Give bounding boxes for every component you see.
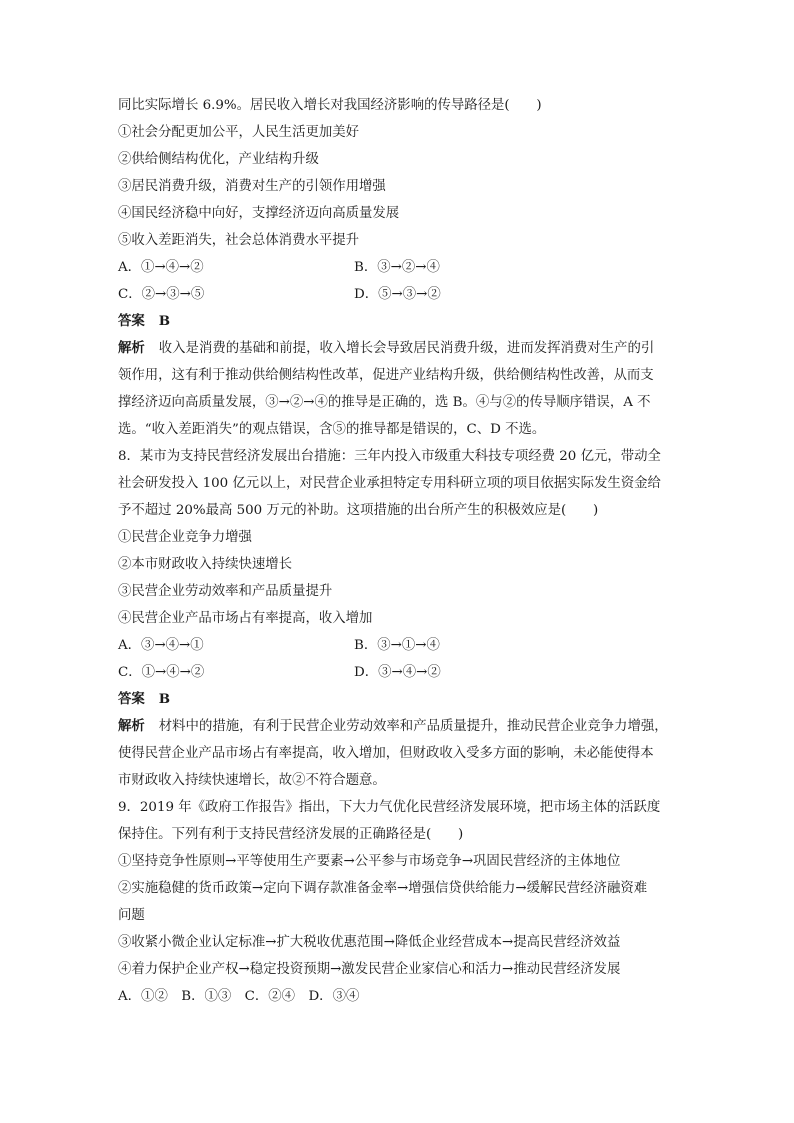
analysis-text: 收入是消费的基础和前提，收入增长会导致居民消费升级，进而发挥消费对生产的引 [158,341,655,356]
analysis-text: 材料中的措施，有利于民营企业劳动效率和产品质量提升，推动民营企业竞争力增强， [158,719,668,734]
q7-options-row-2 [118,281,658,308]
q9-item-4: ④着力保护企业产权→稳定投资预期→激发民营企业家信心和活力→推动民营经济发展 [118,962,621,977]
q8-answer [118,686,658,713]
q7-option-c: C．②→③→⑤ [118,287,205,302]
answer-label: 答案 [118,313,145,329]
q7-item-4: ④国民经济稳中向好，支撑经济迈向高质量发展 [118,206,400,221]
answer-value: B [158,313,171,329]
answer-value: B [158,691,171,707]
q7-option-d: D．⑤→③→② [354,287,441,302]
q9-item-2: ②实施稳健的货币政策→定向下调存款准备金率→增强信贷供给能力→缓解民营经济融资难 [118,881,648,896]
q7-item-1: ①社会分配更加公平，人民生活更加美好 [118,125,360,140]
q8-option-c: C．①→④→② [118,665,205,680]
answer-label: 答案 [118,691,145,707]
q9-item-2-cont: 问题 [118,908,145,923]
q8-item-4: ④民营企业产品市场占有率提高，收入增加 [118,611,373,626]
q8-option-b: B．③→①→④ [354,638,440,653]
q7-options-row-1 [118,254,658,281]
q8-options-row-2 [118,659,658,686]
q7-option-b: B．③→②→④ [354,260,440,275]
q7-option-a: A．①→④→② [118,260,204,275]
q8-item-2: ②本市财政收入持续快速增长 [118,557,293,572]
q9-options: A．①② B．①③ C．②④ D．③④ [118,989,360,1004]
q8-item-3: ③民营企业劳动效率和产品质量提升 [118,584,333,599]
analysis-label: 解析 [118,340,145,356]
q9-stem-line-2: 保持住。下列有利于支持民营经济发展的正确路径是( ) [118,827,464,842]
q7-analysis-line-4: 选。“收入差距消失”的观点错误，含⑤的推导都是错误的，C、D 不选。 [118,422,546,437]
q8-stem-line-1: 8．某市为支持民营经济发展出台措施：三年内投入市级重大科技专项经费 20 亿元，带动全 [118,449,661,464]
q8-item-1: ①民营企业竞争力增强 [118,530,252,545]
q8-analysis-line-3: 市财政收入持续快速增长，故②不符合题意。 [118,773,386,788]
q7-item-5: ⑤收入差距消失，社会总体消费水平提升 [118,233,360,248]
q7-stem-line: 同比实际增长 6.9%。居民收入增长对我国经济影响的传导路径是( ) [118,98,542,113]
q7-item-2: ②供给侧结构优化，产业结构升级 [118,152,319,167]
q7-analysis-line-1 [118,335,658,362]
q9-item-1: ①坚持竞争性原则→平等使用生产要素→公平参与市场竞争→巩固民营经济的主体地位 [118,854,621,869]
q8-analysis-line-1 [118,713,668,740]
q7-analysis-line-2: 领作用，这有利于推动供给侧结构性改革，促进产业结构升级，供给侧结构性改善，从而支 [118,368,654,383]
q8-analysis-line-2: 使得民营企业产品市场占有率提高，收入增加，但财政收入受多方面的影响，未必能使得本 [118,746,654,761]
q7-analysis-line-3: 撑经济迈向高质量发展，③→②→④的推导是正确的，选 B。④与②的传导顺序错误，A 不 [118,395,651,410]
q7-answer [118,308,658,335]
q8-option-d: D．③→④→② [354,665,441,680]
document-page [118,92,668,1010]
q9-item-3: ③收紧小微企业认定标准→扩大税收优惠范围→降低企业经营成本→提高民营经济效益 [118,935,621,950]
q8-option-a: A．③→④→① [118,638,204,653]
q8-stem-line-2: 社会研发投入 100 亿元以上，对民营企业承担特定专用科研立项的项目依据实际发生资金给 [118,476,661,491]
analysis-label: 解析 [118,718,145,734]
q7-item-3: ③居民消费升级，消费对生产的引领作用增强 [118,179,386,194]
q8-options-row-1 [118,632,658,659]
q8-stem-line-3: 予不超过 20%最高 500 万元的补助。这项措施的出台所产生的积极效应是( ) [118,503,599,518]
q9-stem-line-1: 9．2019 年《政府工作报告》指出，下大力气优化民营经济发展环境，把市场主体的活跃度 [118,800,661,815]
